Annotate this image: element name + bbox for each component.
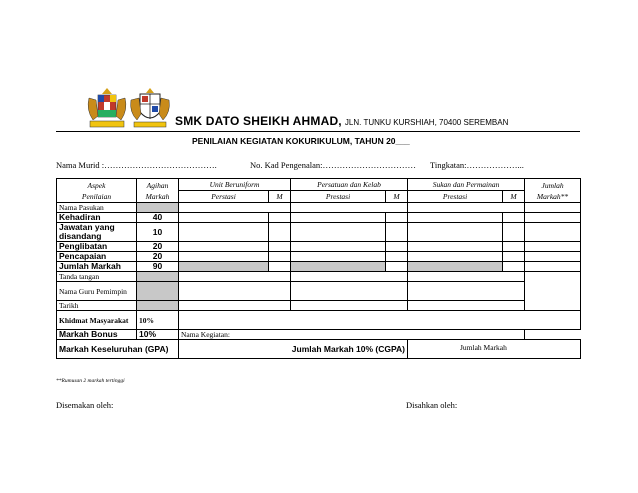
national-crest-logo (84, 86, 130, 130)
reviewed-by: Disemakan oleh: (56, 400, 114, 410)
col-aspek: Aspek Penilaian (57, 179, 137, 203)
activity-name-field[interactable]: Nama Kegiatan: (179, 330, 525, 340)
level-field[interactable]: Tingkatan:………………... (430, 160, 524, 170)
sub-prestasi: Prestasi (408, 191, 503, 203)
row-mark: 20 (137, 242, 179, 252)
school-header (175, 114, 508, 128)
form-title: PENILAIAN KEGIATAN KOKURIKULUM, TAHUN 20___ (192, 136, 410, 146)
table-row (57, 330, 581, 340)
table-row (57, 262, 581, 272)
table-row (57, 213, 581, 223)
table-row (57, 203, 581, 213)
row-label: Kehadiran (57, 213, 137, 223)
row-label: Markah Keseluruhan (GPA) (57, 340, 179, 359)
row-label: Nama Guru Pemimpin (57, 282, 137, 301)
row-mark: 10% (137, 330, 179, 340)
student-name-field[interactable]: Nama Murid :…………………………………. (56, 160, 217, 170)
row-label: Jawatan yang disandang (57, 223, 137, 242)
total-marks-label: Jumlah Markah (460, 343, 507, 352)
header-row (57, 179, 581, 191)
row-label: Penglibatan (57, 242, 137, 252)
row-label: Pencapaian (57, 252, 137, 262)
row-mark: 10 (137, 223, 179, 242)
table-row (57, 223, 581, 242)
assessment-table (56, 178, 581, 359)
row-mark: 20 (137, 252, 179, 262)
approved-by: Disahkan oleh: (406, 400, 458, 410)
sub-m: M (269, 191, 291, 203)
col-jumlah: Jumlah Markah** (525, 179, 581, 203)
col-sukan: Sukan dan Permainan (408, 179, 525, 191)
school-emblem-logo (127, 86, 173, 130)
school-name: SMK DATO SHEIKH AHMAD, (175, 114, 342, 128)
ic-number-field[interactable]: No. Kad Pengenalan:…………………………… (250, 160, 416, 170)
footnote: **Rumusan 2 markah tertinggi (56, 378, 125, 384)
row-mark: 40 (137, 213, 179, 223)
table-row (57, 282, 581, 301)
header-divider (56, 131, 580, 132)
sub-m: M (386, 191, 408, 203)
table-row (57, 252, 581, 262)
col-persatuan: Persatuan dan Kelab (291, 179, 408, 191)
sub-m: M (503, 191, 525, 203)
table-row (57, 242, 581, 252)
table-row (57, 311, 581, 330)
row-label: Nama Pasukan (57, 203, 137, 213)
table-row (57, 272, 581, 282)
row-label: Tanda tangan (57, 272, 137, 282)
row-mark: 90 (137, 262, 179, 272)
row-label: Tarikh (57, 301, 137, 311)
row-label: Markah Bonus (57, 330, 137, 340)
school-address: JLN. TUNKU KURSHIAH, 70400 SEREMBAN (344, 118, 509, 127)
col-agihan: Agihan Markah (137, 179, 179, 203)
row-label: Khidmat Masyarakat (57, 311, 137, 330)
sub-prestasi: Prestasi (291, 191, 386, 203)
sub-perstasi: Perstasi (179, 191, 269, 203)
row-mark: 10% (137, 311, 179, 330)
table-row (57, 301, 581, 311)
row-label: Jumlah Markah (57, 262, 137, 272)
cgpa-label: Jumlah Markah 10% (CGPA) (179, 340, 408, 359)
col-unit-beruniform: Unit Beruniform (179, 179, 291, 191)
